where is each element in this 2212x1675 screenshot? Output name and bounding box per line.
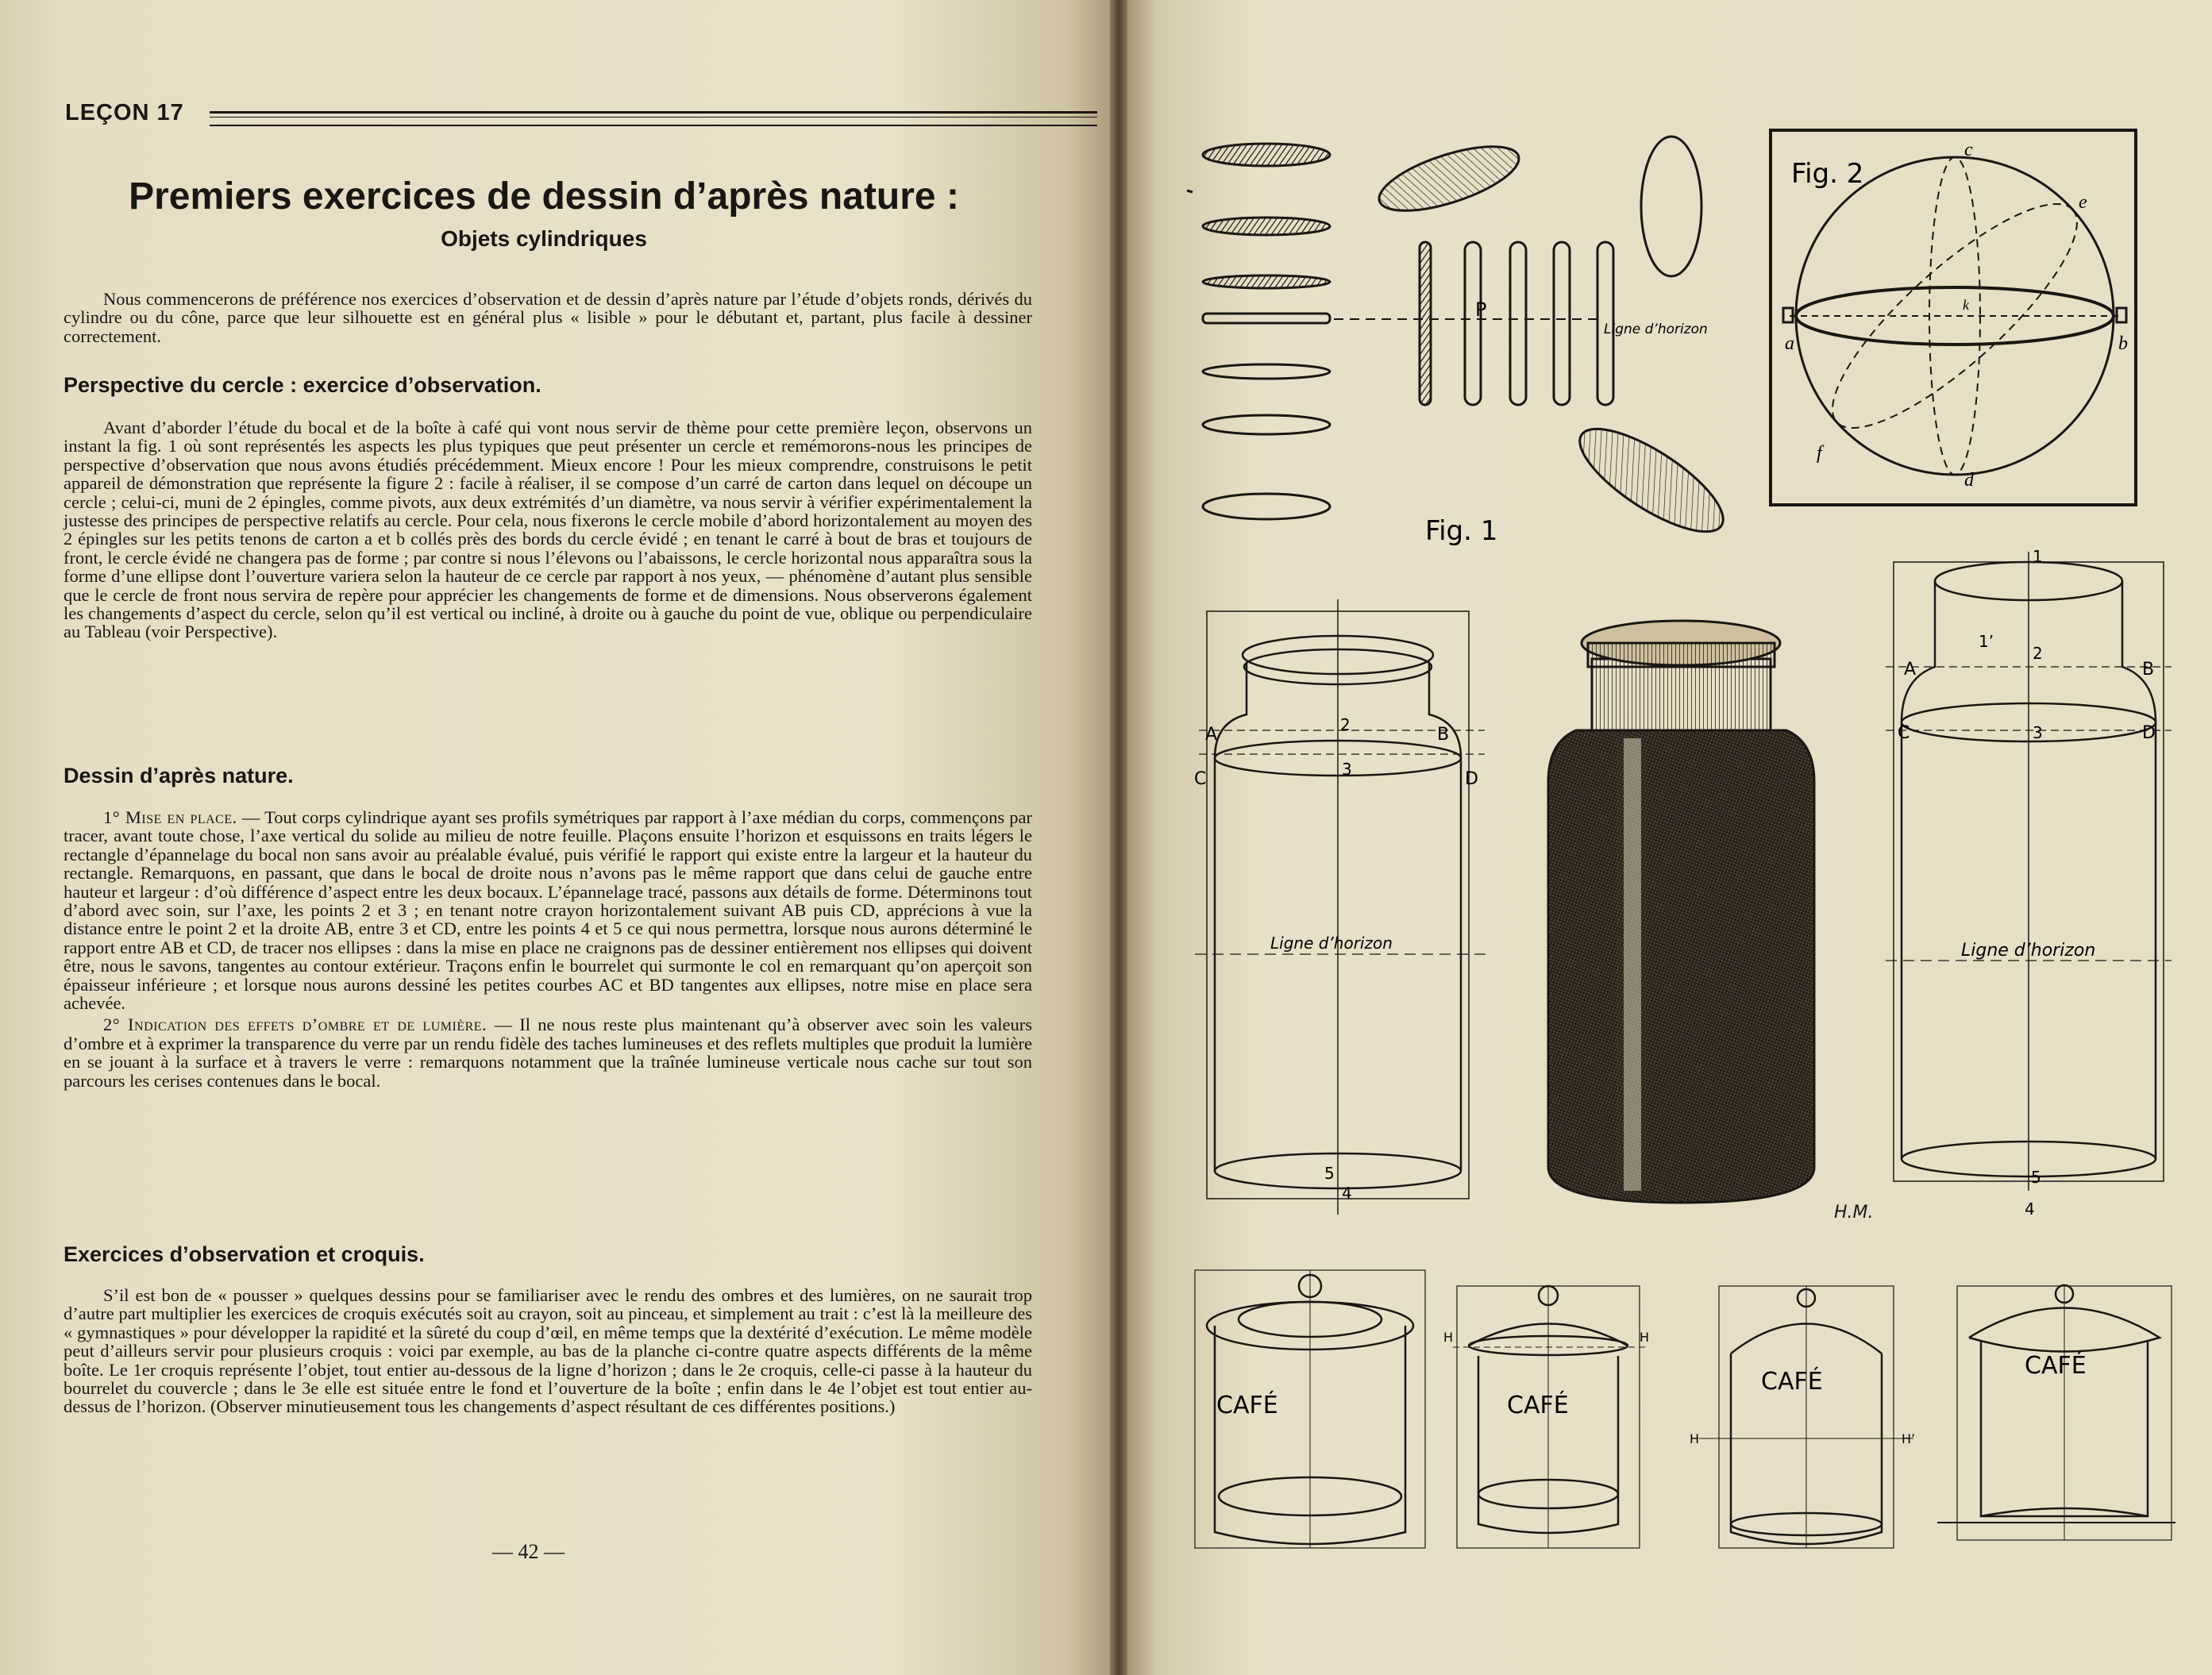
croquis-paragraph (64, 1286, 1032, 1416)
jar-left-C: C (1194, 769, 1207, 789)
mise-en-place-paragraph (64, 808, 1032, 1012)
coffee-box-sketches (1191, 1262, 2175, 1564)
point-e: e (2079, 192, 2087, 213)
jar-right-5: 5 (2031, 1168, 2041, 1187)
ellipse-edge (1203, 314, 1330, 323)
figure-1 (1183, 119, 1778, 564)
ellipse-tilted (1372, 133, 1526, 224)
artist-signature: H.M. (1834, 1203, 1874, 1223)
ombre-lumiere-label: 2° Indication des effets d’ombre et de lumière. (103, 1015, 487, 1035)
point-p-label: P (1475, 298, 1487, 321)
ellipse-below-2 (1203, 415, 1330, 434)
jar-right-4: 4 (2025, 1199, 2035, 1219)
disc-edge-2 (1465, 242, 1481, 405)
cafe-label-3: CAFÉ (1761, 1368, 1823, 1396)
ellipse-below-1 (1203, 364, 1330, 379)
h-right-3: H’ (1902, 1431, 1916, 1446)
jar-left-3: 3 (1342, 760, 1352, 779)
point-a: a (1785, 333, 1794, 354)
figure-2 (1767, 127, 2141, 508)
croquis-text: S’il est bon de « pousser » quelques dessins pour se familiariser avec le rendu des ombres et des lumières, on ne saurait trop d’autre part multiplier les exercices de croquis exécutés soit au crayon, soit au pinceau, et simplement au trait : c’est là la meilleure des « gymnastiques » pour développer la rapidité et la sûreté du coup d’œil, en même temps que la dextérité d’exécution. Le même modèle peut d’ailleurs servir pour plusieurs croquis : voici par exemple, au bas de la planche ci-contre quatre aspects différents de la même boîte. Le 1er croquis représente l’objet, tout entier au-dessous de la ligne d’horizon ; dans le 2e croquis, celle-ci passe à la hauteur du bourrelet du couvercle ; dans le 3e elle est située entre le fond et l’ouverture de la boîte ; enfin dans le 4e l’objet est tout entier au-dessus de l’horizon. (Observer minutieusement tous les changements d’aspect résultant de ces différentes positions.) (64, 1285, 1032, 1417)
cafe-label-1: CAFÉ (1216, 1392, 1278, 1419)
mise-en-place-label: 1° Mise en place. (103, 807, 237, 827)
page-title: Premiers exercices de dessin d’après nature : (129, 175, 959, 218)
fig1-label: Fig. 1 (1425, 515, 1498, 547)
point-d: d (1964, 470, 1974, 491)
jar-right-B: B (2142, 660, 2155, 680)
ellipse-above-3 (1203, 275, 1330, 288)
intro-paragraph (64, 290, 1032, 345)
jar-right-2: 2 (2033, 644, 2043, 663)
section-heading-dessin: Dessin d’après nature. (64, 764, 294, 787)
lesson-header (65, 100, 1034, 132)
jar-right-3: 3 (2033, 723, 2043, 742)
ellipse-above-1 (1203, 144, 1330, 166)
jar-left-4: 4 (1342, 1184, 1352, 1203)
point-c: c (1964, 140, 1973, 160)
point-k: k (1963, 297, 1969, 313)
perspective-paragraph (64, 418, 1032, 641)
small-horizon-label: Ligne d’horizon (1604, 322, 1708, 337)
disc-edge-4 (1554, 242, 1570, 405)
ombre-lumiere-paragraph (64, 1015, 1032, 1090)
point-f: f (1817, 443, 1822, 464)
section-heading-perspective: Perspective du cercle : exercice d’observation. (64, 373, 541, 397)
disc-edge-3 (1510, 242, 1526, 405)
jar-neck (1592, 659, 1771, 730)
jar-rendered (1544, 611, 1818, 1215)
jar-left-B: B (1437, 725, 1450, 745)
jar-left-5: 5 (1324, 1164, 1335, 1183)
h-left-3: H (1690, 1431, 1700, 1446)
cafe-label-4: CAFÉ (2025, 1352, 2087, 1380)
page-subtitle: Objets cylindriques (441, 226, 647, 251)
h-left-2: H (1443, 1330, 1454, 1345)
jar-right-1prime: 1’ (1979, 632, 1994, 651)
horizontal-ring (1796, 287, 2114, 345)
book-gutter (1110, 0, 1127, 1675)
h-right-2: H (1640, 1330, 1650, 1345)
jar-right-D: D (2142, 723, 2156, 743)
jar-construction-left (1191, 587, 1493, 1223)
page-number: — 42 — (492, 1540, 565, 1563)
jar-construction-right (1882, 548, 2175, 1223)
mise-en-place-text: — Tout corps cylindrique ayant ses profils symétriques par rapport à l’axe médian du corps, commençons par tracer, avant toute chose, l’axe vertical du solide au milieu de notre feuille. Plaçons ensuite l’horizon et esquissons en traits légers le rectangle d’épannelage du bocal non sans avoir au préalable évalué, puis vérifié le rapport qui existe entre la largeur et la hauteur du rectangle. Remarquons, en passant, que dans le bocal de droite nous n’avons pas le même rapport que dans celui de gauche entre hauteur et largeur : d’où différence d’aspect entre les deux bocaux. L’épannelage tracé, passons aux détails de forme. Déterminons tout d’abord avec soin, sur l’axe, les points 2 et 3 ; en tenant notre crayon horizontalement suivant AB puis CD, apprécions à vue la distance entre le point 2 et la droite AB, entre 3 et CD, entre les points 4 et 5 ce qui nous permettra, lorsque nous aurons déterminé le rapport entre AB et CD, de tracer nos ellipses : dans la mise en place ne craignons pas de dessiner entièrement nos ellipses qui doivent être, nous le savons, tangentes au contour extérieur. Traçons enfin le bourrelet qui surmonte le col en remarquant qu’on aperçoit son épaisseur inférieure ; et lorsque nous aurons dessiné les petites courbes AC et BD tangentes aux ellipses, notre mise en place sera achevée. (64, 807, 1032, 1014)
jar-right-horizon: Ligne d’horizon (1961, 941, 2096, 961)
ellipse-below-3 (1203, 494, 1330, 519)
jar-left-2: 2 (1340, 715, 1351, 734)
jar-highlight (1624, 738, 1641, 1191)
header-rule (210, 111, 1097, 126)
perspective-text: Avant d’aborder l’étude du bocal et de la boîte à café qui vont nous servir de thème pour cette première leçon, observons un instant la fig. 1 où sont représentés les aspects les plus typiques que peut présenter un cercle et remémorons-nous les principes de perspective d’observation que nous avons étudiés précédemment. Mieux encore ! Pour les mieux comprendre, construisons le petit appareil de démonstration que représente la figure 2 : facile à réaliser, il se compose d’un carré de carton dans lequel on découpe un cercle ; celui-ci, muni de 2 épingles, comme pivots, aux deux extrémités d’un diamètre, va nous servir à vérifier expérimentalement la justesse des principes de perspective relatifs au cercle. Pour cela, nous fixerons le cercle mobile d’abord horizontalement au moyen des 2 épingles sur les petits tenons de carton a et b collés près des bords du cercle évidé ; en tenant le carré à bout de bras et toujours de front, le cercle évidé ne changera pas de forme ; par contre si nous l’élevons ou l’abaissons, le cercle horizontal nous apparaîtra sous la forme d’une ellipse dont l’ouverture variera selon la hauteur de ce cercle par rapport à nos yeux, — phénomène d’autant plus sensible que le cercle de front nous servira de repère pour apprécier les changements de forme et de dimensions. Nous observerons également les changements d’aspect du cercle, selon qu’il est vertical ou incliné, à droite ou à gauche du point de vue, oblique ou perpendiculaire au Tableau (voir Perspective). (64, 418, 1032, 642)
section-heading-croquis: Exercices d’observation et croquis. (64, 1242, 425, 1266)
jar-body (1548, 730, 1814, 1203)
point-b: b (2118, 333, 2128, 354)
jar-left-A: A (1205, 725, 1218, 745)
ellipse-above-2 (1203, 218, 1330, 235)
lesson-number: LEÇON 17 (65, 100, 184, 125)
fig2-label: Fig. 2 (1791, 158, 1864, 190)
ellipse-tilted-low (1566, 411, 1736, 550)
jar-left-D: D (1465, 769, 1478, 789)
dessin-paragraphs (64, 808, 1032, 1090)
disc-edge-1 (1420, 242, 1431, 405)
jar-right-C: C (1898, 723, 1910, 743)
jar-left-horizon: Ligne d’horizon (1270, 934, 1393, 953)
ellipse-vertical-front (1641, 137, 1701, 276)
jar-right-A: A (1904, 660, 1917, 680)
ombre-lumiere-text: — Il ne nous reste plus maintenant qu’à observer avec soin les valeurs d’ombre et à exprimer la transparence du verre par un rendu fidèle des taches lumineuses et des reflets multiples que produit la lumière en se jouant à la surface et à travers le verre : remarquons notamment que la traînée lumineuse verticale nous cache sur tout son parcours les cerises contenues dans le bocal. (64, 1015, 1032, 1091)
cafe-label-2: CAFÉ (1507, 1392, 1569, 1419)
jar-right-1: 1 (2033, 548, 2043, 566)
intro-text: Nous commencerons de préférence nos exercices d’observation et de dessin d’après nature par l’étude d’objets ronds, dérivés du cylindre ou du cône, parce que leur silhouette est en général plus « lisible » pour le débutant et, partant, plus facile à dessiner correctement. (64, 289, 1032, 346)
